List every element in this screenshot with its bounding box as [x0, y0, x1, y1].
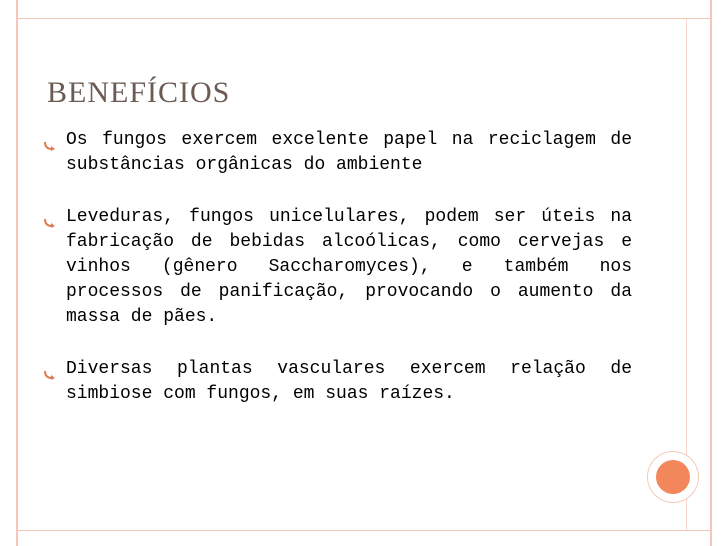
- frame-bottom-border: [16, 530, 712, 531]
- slide-title: BENEFÍCIOS: [47, 76, 231, 109]
- bullet-item: [44, 205, 632, 330]
- frame-inner-right-border: [686, 18, 687, 530]
- bullet-item: [44, 128, 632, 178]
- decorative-circle-fill: [656, 460, 690, 494]
- frame-left-border: [16, 0, 18, 546]
- bullet-text: Os fungos exercem excelente papel na reciclagem de substâncias orgânicas do ambiente: [66, 130, 632, 175]
- bullet-text: Leveduras, fungos unicelulares, podem ser úteis na fabricação de bebidas alcoólicas, como cervejas e vinhos (gênero Saccharomyces), e também nos processos de panificação, provocando o aumento da massa de pães.: [66, 207, 632, 327]
- frame-right-border: [710, 0, 712, 546]
- bullet-text: Diversas plantas vasculares exercem relação de simbiose com fungos, em suas raízes.: [66, 359, 632, 404]
- bullet-list: [44, 128, 632, 434]
- frame-top-border: [16, 18, 712, 19]
- curved-arrow-bullet-icon: [44, 212, 56, 222]
- curved-arrow-bullet-icon: [44, 364, 56, 374]
- curved-arrow-bullet-icon: [44, 135, 56, 145]
- bullet-item: [44, 357, 632, 407]
- decorative-circle: [648, 452, 698, 502]
